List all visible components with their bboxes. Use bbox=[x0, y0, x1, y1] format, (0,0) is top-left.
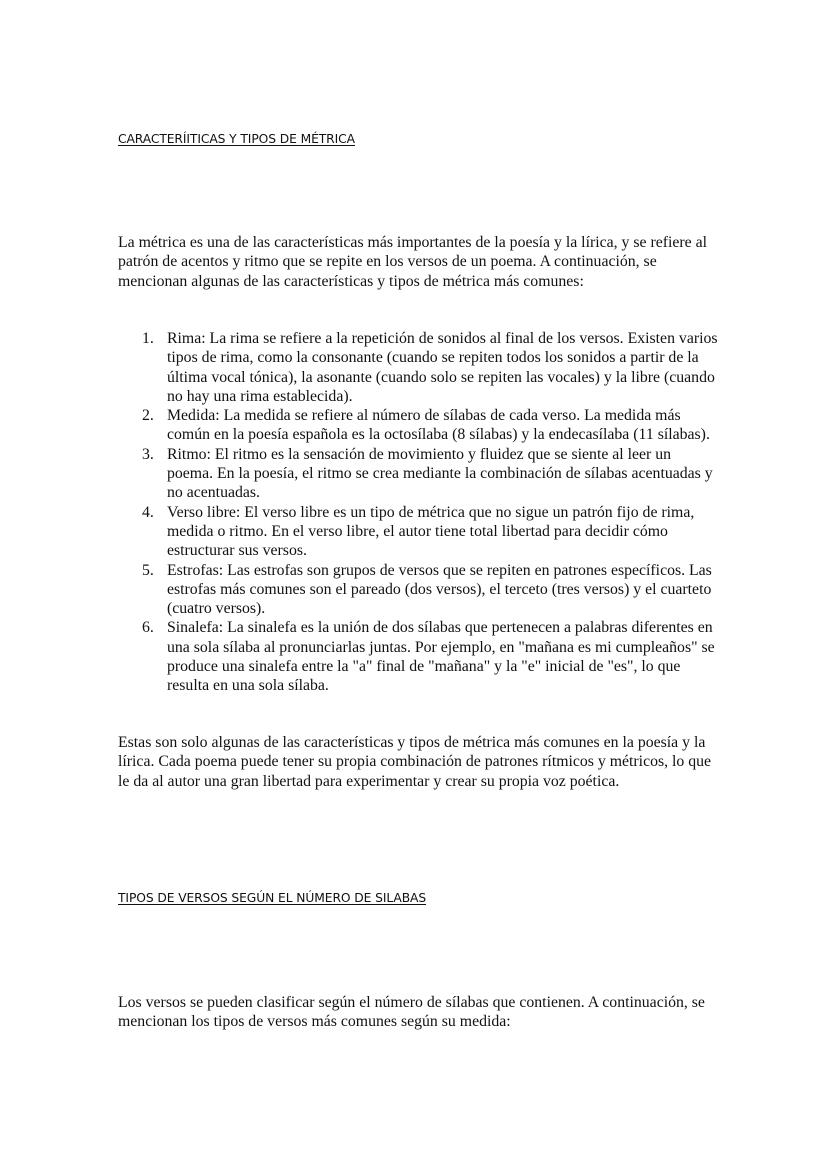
list-item-number: 2. bbox=[142, 407, 154, 425]
list-item-medida bbox=[118, 406, 718, 445]
list-item-text: Ritmo: El ritmo es la sensación de movimiento y fluidez que se siente al leer un poema. En la poesía, el ritmo se crea mediante la combinación de sílabas acentuadas y no acentuadas. bbox=[167, 445, 713, 502]
list-item-number: 3. bbox=[142, 445, 154, 463]
list-item-text: Sinalefa: La sinalefa es la unión de dos sílabas que pertenecen a palabras diferentes en una sola sílaba al pronunciarlas juntas. Por ejemplo, en "mañana es mi cumpleaños" se produce una sinalefa entre la "a" final de "mañana" y la "e" inicial de "es", lo que resulta en una sola sílaba. bbox=[167, 619, 715, 695]
list-item-ritmo bbox=[118, 445, 718, 503]
list-item-number: 1. bbox=[142, 330, 154, 347]
intro-paragraph: La métrica es una de las características más importantes de la poesía y la lírica, y se refiere al patrón de acentos y ritmo que se repite en los versos de un poema. A continuación, se mencionan algunas de las características y tipos de métrica más comunes: bbox=[118, 234, 708, 290]
list-item-number: 4. bbox=[142, 503, 154, 521]
metrica-list bbox=[118, 329, 718, 696]
list-item-sinalefa bbox=[118, 618, 718, 695]
list-item-text: Medida: La medida se refiere al número de sílabas de cada verso. La medida más común en la poesía española es la octosílaba (8 sílabas) y la endecasílaba (11 sílabas). bbox=[167, 407, 710, 444]
list-item-text: Rima: La rima se refiere a la repetición de sonidos al final de los versos. Existen varios tipos de rima, como la consonante (cuando se repiten todos los sonidos a partir de la última vocal tónica), la asonante (cuando solo se repiten las vocales) y la libre (cuando no hay una rima establecida). bbox=[167, 330, 718, 405]
list-item-rima bbox=[118, 329, 718, 406]
list-item-verso-libre bbox=[118, 503, 718, 561]
closing-paragraph: Estas son solo algunas de las características y tipos de métrica más comunes en la poesía y la lírica. Cada poema puede tener su propia combinación de patrones rítmicos y métricos, lo que le da al autor una gran libertad para experimentar y crear su propia voz poética. bbox=[118, 734, 712, 790]
list-item-number: 6. bbox=[142, 619, 154, 637]
section-heading-metrica: CARACTERÍITICAS Y TIPOS DE MÉTRICA bbox=[118, 132, 355, 146]
list-item-estrofas bbox=[118, 561, 718, 619]
list-item-number: 5. bbox=[142, 561, 154, 579]
list-item-text: Estrofas: Las estrofas son grupos de versos que se repiten en patrones específicos. Las estrofas más comunes son el pareado (dos versos), el terceto (tres versos) y el cuarteto (cuatro versos). bbox=[167, 561, 712, 618]
list-item-text: Verso libre: El verso libre es un tipo de métrica que no sigue un patrón fijo de rima, medida o ritmo. En el verso libre, el autor tiene total libertad para decidir cómo estructurar sus versos. bbox=[167, 503, 695, 560]
section-heading-tipos-de-versos: TIPOS DE VERSOS SEGÚN EL NÚMERO DE SILABAS bbox=[118, 891, 427, 905]
versos-intro-paragraph: Los versos se pueden clasificar según el número de sílabas que contienen. A continuación, se mencionan los tipos de versos más comunes según su medida: bbox=[118, 994, 705, 1031]
